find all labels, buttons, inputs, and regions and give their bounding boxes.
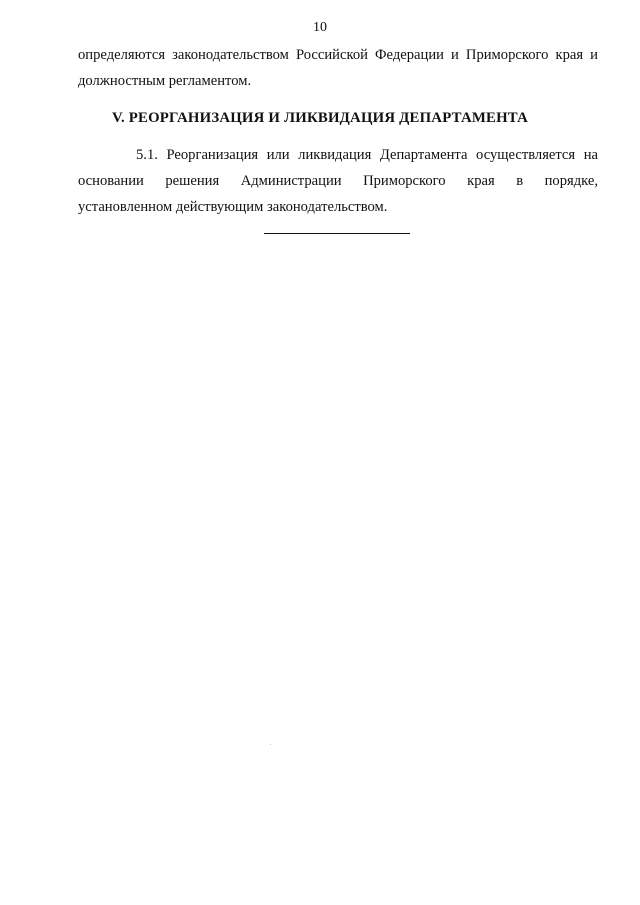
continuation-paragraph	[78, 42, 598, 94]
continuation-line-1: определяются законодательством Российской Федерации и Приморского края и	[78, 47, 598, 63]
clause-line-2: основании решения Администрации Приморского края в порядке,	[78, 173, 598, 189]
continuation-line-2: должностным регламентом.	[78, 73, 252, 89]
clause-line-1: 5.1. Реорганизация или ликвидация Департамента осуществляется на	[136, 147, 598, 163]
section-title: V. РЕОРГАНИЗАЦИЯ И ЛИКВИДАЦИЯ ДЕПАРТАМЕНТА	[111, 110, 528, 126]
end-of-document-rule	[264, 233, 410, 234]
clause-line-3: установленном действующим законодательством.	[78, 199, 388, 215]
scan-speck	[270, 744, 271, 745]
page-number: 10	[313, 20, 327, 35]
clause-paragraph	[78, 142, 598, 220]
